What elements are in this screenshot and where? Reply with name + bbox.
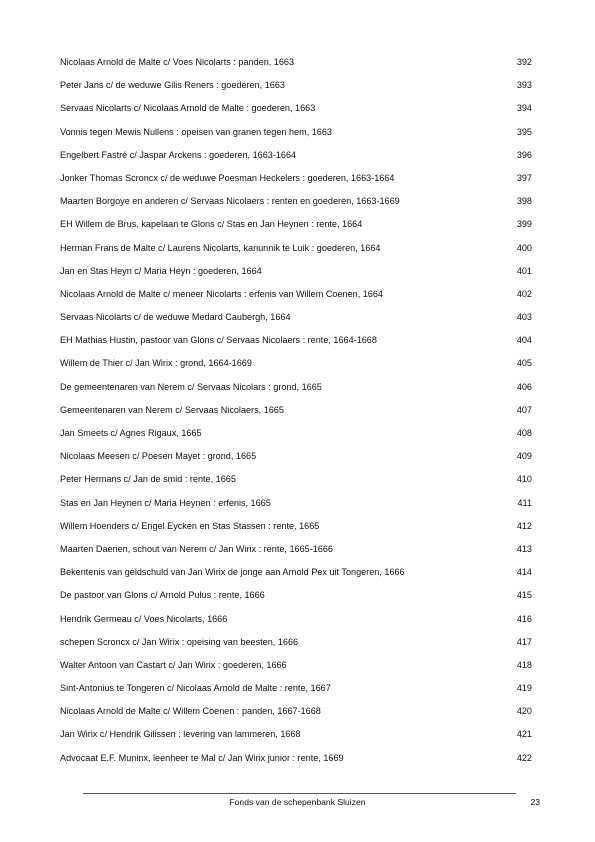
entry-number: 405 xyxy=(516,358,532,369)
entry-description: Vonnis tegen Mewis Nullens : opeisen van granen tegen hem, 1663 xyxy=(60,126,332,137)
entry-description: Servaas Nicolarts c/ de weduwe Medard Caubergh, 1664 xyxy=(60,312,291,323)
footer-title: Fonds van de schepenbank Sluizen xyxy=(229,797,366,807)
entry-number: 421 xyxy=(516,729,532,740)
list-item xyxy=(60,217,532,240)
footer-divider xyxy=(83,793,516,794)
list-item xyxy=(60,635,532,658)
entry-number: 397 xyxy=(516,172,532,183)
entry-number: 400 xyxy=(516,242,532,253)
entry-number: 420 xyxy=(516,706,532,717)
entry-description: Willem de Thier c/ Jan Wirix : grond, 1664-1669 xyxy=(60,358,252,369)
list-item xyxy=(60,101,532,124)
entry-description: Bekentenis van geldschuld van Jan Wirix de jonge aan Arnold Pex uit Tongeren, 1666 xyxy=(60,567,405,578)
list-item xyxy=(60,287,532,310)
list-item xyxy=(60,727,532,750)
entry-description: Nicolaas Arnold de Malte c/ Voes Nicolarts : panden, 1663 xyxy=(60,57,295,67)
list-item xyxy=(60,403,532,426)
entry-number: 396 xyxy=(516,149,532,160)
entry-description: Servaas Nicolarts c/ Nicolaas Arnold de Malte : goederen, 1663 xyxy=(60,103,316,114)
entry-number: 394 xyxy=(516,103,532,114)
entry-number: 411 xyxy=(517,497,532,508)
list-item xyxy=(60,588,532,611)
entry-description: Sint-Antonius te Tongeren c/ Nicolaas Arnold de Malte : rente, 1667 xyxy=(60,683,331,694)
list-item xyxy=(60,148,532,171)
inventory-list xyxy=(60,55,532,774)
entry-number: 398 xyxy=(516,196,532,207)
entry-description: Hendrik Germeau c/ Voes Nicolarts, 1666 xyxy=(60,613,228,624)
entry-description: De gemeentenaren van Nerem c/ Servaas Nicolars : grond, 1665 xyxy=(60,381,322,392)
entry-description: Gemeentenaren van Nerem c/ Servaas Nicolaers, 1665 xyxy=(60,404,284,415)
entry-number: 413 xyxy=(516,543,532,554)
entry-number: 417 xyxy=(516,636,532,647)
entry-description: EH Willem de Brus, kapelaan te Glons c/ Stas en Jan Heynen : rente, 1664 xyxy=(60,219,363,230)
entry-description: Walter Antoon van Castart c/ Jan Wirix : goederen, 1666 xyxy=(60,659,287,670)
entry-description: schepen Scroncx c/ Jan Wirix : opeising van beesten, 1666 xyxy=(60,636,299,647)
entry-number: 392 xyxy=(516,57,532,67)
list-item xyxy=(60,310,532,333)
entry-number: 404 xyxy=(516,335,532,346)
entry-description: Herman Frans de Malte c/ Laurens Nicolarts, kanunnik te Luik : goederen, 1664 xyxy=(60,242,381,253)
list-item xyxy=(60,496,532,519)
entry-description: Jan en Stas Heyn c/ Maria Heyn : goederen, 1664 xyxy=(60,265,262,276)
entry-number: 409 xyxy=(516,451,532,462)
entry-description: Jan Smeets c/ Agnes Rigaux, 1665 xyxy=(60,428,202,438)
entry-description: Maarten Daenen, schout van Nerem c/ Jan Wirix : rente, 1665-1666 xyxy=(60,543,333,554)
list-item xyxy=(60,519,532,542)
list-item xyxy=(60,356,532,379)
entry-number: 419 xyxy=(516,683,532,694)
entry-number: 408 xyxy=(516,428,532,438)
entry-description: Willem Hoenders c/ Engel Eycken en Stas Stassen : rente, 1665 xyxy=(60,520,320,531)
entry-number: 418 xyxy=(516,659,532,670)
list-item xyxy=(60,449,532,472)
entry-description: Peter Hermans c/ Jan de smid : rente, 1665 xyxy=(60,474,236,485)
entry-number: 415 xyxy=(516,590,532,601)
list-item xyxy=(60,542,532,565)
entry-description: EH Mathias Hustin, pastoor van Glons c/ Servaas Nicolaers : rente, 1664-1668 xyxy=(60,335,377,346)
list-item xyxy=(60,264,532,287)
list-item xyxy=(60,125,532,148)
entry-description: Jonker Thomas Scroncx c/ de weduwe Poesman Heckelers : goederen, 1663-1664 xyxy=(60,172,395,183)
entry-description: Nicolaas Meesen c/ Poesen Mayet : grond, 1665 xyxy=(60,451,257,462)
page-number: 23 xyxy=(530,797,540,807)
list-item xyxy=(60,565,532,588)
entry-description: Nicolaas Arnold de Malte c/ Willem Coenen : panden, 1667-1668 xyxy=(60,706,321,717)
entry-number: 401 xyxy=(516,265,532,276)
entry-number: 422 xyxy=(516,752,532,763)
list-item xyxy=(60,55,532,78)
entry-description: Nicolaas Arnold de Malte c/ meneer Nicolarts : erfenis van Willem Coenen, 1664 xyxy=(60,288,383,299)
entry-description: Jan Wirix c/ Hendrik Gilissen : levering van lammeren, 1668 xyxy=(60,729,301,740)
list-item xyxy=(60,681,532,704)
entry-description: Peter Jans c/ de weduwe Gilis Reners : goederen, 1663 xyxy=(60,80,285,91)
entry-number: 399 xyxy=(516,219,532,230)
list-item xyxy=(60,333,532,356)
entry-description: Stas en Jan Heynen c/ Maria Heynen : erfenis, 1665 xyxy=(60,497,271,508)
list-item xyxy=(60,612,532,635)
entry-number: 407 xyxy=(516,404,532,415)
entry-number: 410 xyxy=(516,474,532,485)
list-item xyxy=(60,704,532,727)
list-item xyxy=(60,380,532,403)
list-item xyxy=(60,194,532,217)
list-item xyxy=(60,241,532,264)
list-item xyxy=(60,78,532,101)
list-item xyxy=(60,426,532,449)
entry-number: 395 xyxy=(516,126,532,137)
entry-number: 403 xyxy=(516,312,532,323)
entry-number: 414 xyxy=(516,567,532,578)
entry-description: Engelbert Fastré c/ Jaspar Arckens : goederen, 1663-1664 xyxy=(60,149,297,160)
entry-description: Advocaat E.F. Muninx, leenheer te Mal c/ Jan Wirix junior : rente, 1669 xyxy=(60,752,344,763)
entry-number: 412 xyxy=(516,520,532,531)
entry-description: De pastoor van Glons c/ Arnold Pulus : rente, 1666 xyxy=(60,590,265,601)
entry-number: 406 xyxy=(516,381,532,392)
list-item xyxy=(60,751,532,774)
entry-number: 416 xyxy=(516,613,532,624)
entry-number: 402 xyxy=(516,288,532,299)
list-item xyxy=(60,472,532,495)
list-item xyxy=(60,171,532,194)
entry-number: 393 xyxy=(516,80,532,91)
list-item xyxy=(60,658,532,681)
entry-description: Maarten Borgoye en anderen c/ Servaas Nicolaers : renten en goederen, 1663-1669 xyxy=(60,196,400,207)
